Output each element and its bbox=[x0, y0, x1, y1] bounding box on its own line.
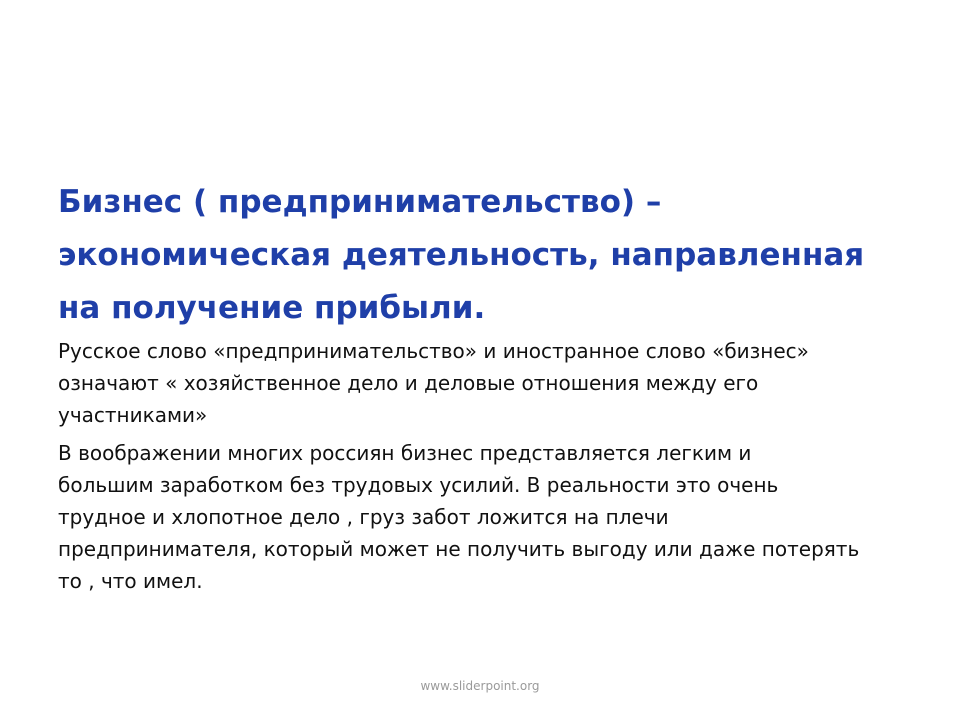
slide-body bbox=[58, 335, 938, 603]
text-line: участниками» bbox=[58, 403, 208, 427]
text-line: большим заработком без трудовых усилий. В реальности это очень bbox=[58, 473, 779, 497]
text-line: то , что имел. bbox=[58, 569, 203, 593]
text-line: трудное и хлопотное дело , груз забот ложится на плечи bbox=[58, 505, 669, 529]
paragraph-perception bbox=[58, 437, 938, 597]
title-line: на получение прибыли. bbox=[58, 290, 486, 326]
slide-title bbox=[58, 176, 918, 335]
paragraph-definition bbox=[58, 335, 938, 431]
text-line: Русское слово «предпринимательство» и иностранное слово «бизнес» bbox=[58, 339, 809, 363]
text-line: означают « хозяйственное дело и деловые отношения между его bbox=[58, 371, 759, 395]
title-line: Бизнес ( предпринимательство) – bbox=[58, 184, 662, 220]
text-line: В воображении многих россиян бизнес представляется легким и bbox=[58, 441, 752, 465]
title-line: экономическая деятельность, направленная bbox=[58, 237, 865, 273]
text-line: предпринимателя, который может не получить выгоду или даже потерять bbox=[58, 537, 860, 561]
footer-watermark: www.sliderpoint.org bbox=[420, 679, 540, 693]
